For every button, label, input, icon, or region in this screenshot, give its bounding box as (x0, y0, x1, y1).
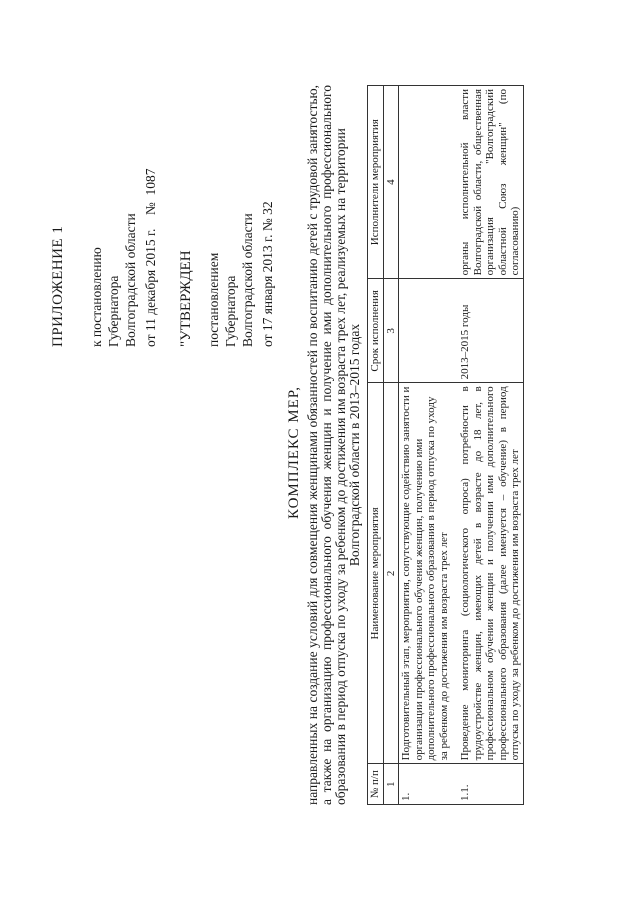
appendix-label: ПРИЛОЖЕНИЕ 1 (50, 225, 66, 347)
row-executors (399, 86, 452, 279)
header-number: № п/п (368, 764, 384, 805)
row-measure-name: Подготовительный этап, мероприятия, сопутствующие содействию занятости и организации профессионального обучения женщин, получению ими дополнительного профессионального образования в период отпуска по уходу за ребенком до достижения им возраста трех лет (399, 383, 452, 764)
table-row (451, 86, 523, 805)
approved-line-1: постановлением (206, 252, 221, 347)
row-number: 1.1. (451, 764, 523, 805)
resolution-date: от 11 декабря 2015 г. № 1087 (143, 168, 158, 347)
document-intro: направленных на создание условий для совмещения женщинами обязанностей по воспитанию детей с трудовой занятостью, а также на организацию профессионального обучения женщин и получение ими дополнительного профессионального образования в период отпуска по уходу за ребенком до достижения им возраста трех лет, реализуемых на территории (305, 85, 348, 805)
header-executors: Исполнители мероприятия (368, 86, 384, 279)
header-measure-name: Наименование мероприятия (368, 383, 384, 764)
document-intro-last-line: Волгоградской области в 2013–2015 годах (347, 323, 362, 567)
table-column-numbers-row (383, 86, 399, 805)
row-measure-name: Проведение мониторинга (социологического опроса) потребности в трудоустройстве женщин, имеющих детей в возрасте до 18 лет, в профессиональном обучении женщин и получении ими дополнительного профессионального образования (далее именуется – обучение) в период отпуска по уходу за ребенком до достижения им возраста трех лет (451, 383, 523, 764)
resolution-line-1: к постановлению (89, 247, 104, 347)
table-header-row (368, 86, 384, 805)
row-term: 2013–2015 годы (451, 279, 523, 383)
resolution-line-2: Губернатора (106, 275, 121, 347)
approved-date: от 17 января 2013 г. № 32 (260, 201, 275, 347)
approved-label: "УТВЕРЖДЕН (178, 250, 194, 347)
col-number-2: 2 (383, 383, 399, 764)
document-title: КОМПЛЕКС МЕР, (286, 385, 302, 520)
approved-line-3: Волгоградской области (240, 213, 255, 347)
row-executors: органы исполнительной власти Волгоградской области, общественная организация "Волгоградский областной Союз женщин" (по согласованию) (451, 86, 523, 279)
col-number-1: 1 (383, 764, 399, 805)
col-number-4: 4 (383, 86, 399, 279)
col-number-3: 3 (383, 279, 399, 383)
table-row (399, 86, 452, 805)
row-term (399, 279, 452, 383)
header-term: Срок исполнения (368, 279, 384, 383)
row-number: 1. (399, 764, 452, 805)
resolution-line-3: Волгоградской области (123, 213, 138, 347)
approved-line-2: Губернатора (223, 275, 238, 347)
measures-table (367, 85, 524, 805)
